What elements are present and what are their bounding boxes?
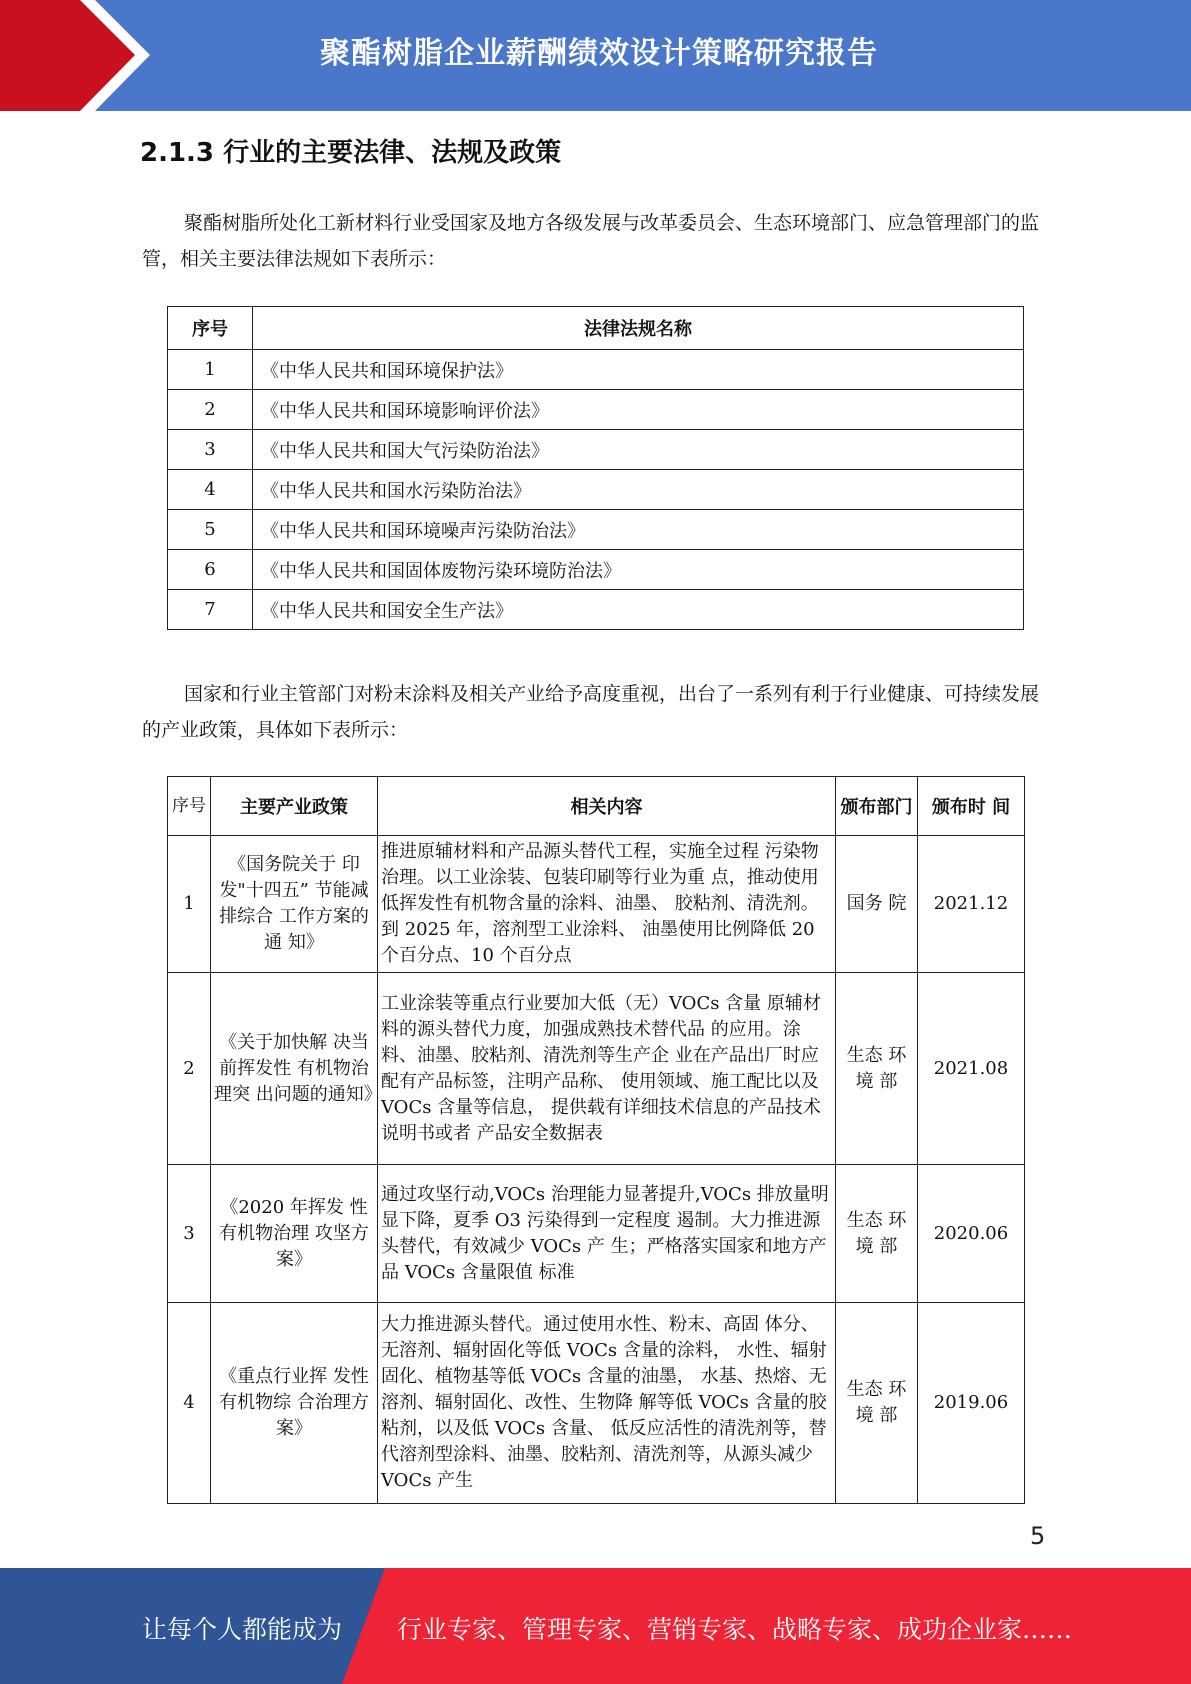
issuing-department: 生态 环境 部 bbox=[836, 1303, 918, 1504]
row-number: 2 bbox=[168, 390, 253, 430]
table-row bbox=[168, 430, 1024, 470]
table-row bbox=[168, 550, 1024, 590]
row-number: 2 bbox=[168, 973, 211, 1165]
policy-content: 工业涂装等重点行业要加大低（无）VOCs 含量 原辅材料的源头替代力度，加强成熟技术替代品 的应用。涂料、油墨、胶粘剂、清洗剂等生产企 业在产品出厂时应配有产品标签，注明产品称、 使用领域、施工配比以及 VOCs 含量等信息， 提供载有详细技术信息的产品技术说明书或者 产品安全数据表 bbox=[378, 973, 836, 1165]
table-row bbox=[168, 1165, 1025, 1303]
column-header: 主要产业政策 bbox=[211, 777, 378, 836]
row-number: 4 bbox=[168, 1303, 211, 1504]
law-name: 《中华人民共和国固体废物污染环境防治法》 bbox=[253, 550, 1024, 590]
row-number: 3 bbox=[168, 430, 253, 470]
intro-paragraph-policies: 国家和行业主管部门对粉末涂料及相关产业给予高度重视，出台了一系列有利于行业健康、可持续发展的产业政策，具体如下表所示： bbox=[142, 683, 1040, 741]
table-row bbox=[168, 590, 1024, 630]
issue-date: 2021.08 bbox=[918, 973, 1025, 1165]
table-row bbox=[168, 510, 1024, 550]
issue-date: 2020.06 bbox=[918, 1165, 1025, 1303]
table-header-row bbox=[168, 307, 1024, 350]
intro-paragraph-laws: 聚酯树脂所处化工新材料行业受国家及地方各级发展与改革委员会、生态环境部门、应急管理部门的监管，相关主要法律法规如下表所示： bbox=[142, 212, 1040, 270]
table-row bbox=[168, 1303, 1025, 1504]
law-name: 《中华人民共和国环境噪声污染防治法》 bbox=[253, 510, 1024, 550]
law-name: 《中华人民共和国水污染防治法》 bbox=[253, 470, 1024, 510]
footer-slogan-left: 让每个人都能成为 bbox=[142, 1615, 343, 1644]
column-header: 序号 bbox=[168, 307, 253, 350]
row-number: 7 bbox=[168, 590, 253, 630]
table-row bbox=[168, 350, 1024, 390]
issue-date: 2019.06 bbox=[918, 1303, 1025, 1504]
row-number: 3 bbox=[168, 1165, 211, 1303]
row-number: 4 bbox=[168, 470, 253, 510]
page-footer bbox=[0, 1568, 1191, 1684]
column-header: 颁布时 间 bbox=[918, 777, 1025, 836]
policy-name: 《重点行业挥 发性有机物综 合治理方案》 bbox=[211, 1303, 378, 1504]
table-row bbox=[168, 470, 1024, 510]
issuing-department: 生态 环境 部 bbox=[836, 973, 918, 1165]
laws-table bbox=[167, 306, 1024, 630]
page-number: 5 bbox=[1030, 1522, 1046, 1550]
law-name: 《中华人民共和国环境保护法》 bbox=[253, 350, 1024, 390]
row-number: 1 bbox=[168, 836, 211, 973]
header-arrow-decoration bbox=[0, 0, 160, 111]
row-number: 1 bbox=[168, 350, 253, 390]
policy-name: 《2020 年挥发 性有机物治理 攻坚方案》 bbox=[211, 1165, 378, 1303]
column-header: 法律法规名称 bbox=[253, 307, 1024, 350]
issue-date: 2021.12 bbox=[918, 836, 1025, 973]
table-row bbox=[168, 836, 1025, 973]
row-number: 5 bbox=[168, 510, 253, 550]
policy-table bbox=[167, 776, 1025, 1504]
row-number: 6 bbox=[168, 550, 253, 590]
header-title: 聚酯树脂企业薪酬绩效设计策略研究报告 bbox=[320, 36, 878, 71]
policy-content: 推进原辅材料和产品源头替代工程，实施全过程 污染物治理。以工业涂装、包装印刷等行业为重 点，推动使用低挥发性有机物含量的涂料、油墨、 胶粘剂、清洗剂。到 2025 年，溶剂型工业涂料、 油墨使用比例降低 20 个百分点、10 个百分点 bbox=[378, 836, 836, 973]
column-header: 颁布部门 bbox=[836, 777, 918, 836]
table-row bbox=[168, 390, 1024, 430]
policy-name: 《国务院关于 印发"十四五” 节能减排综合 工作方案的通 知》 bbox=[211, 836, 378, 973]
policy-content: 大力推进源头替代。通过使用水性、粉末、高固 体分、无溶剂、辐射固化等低 VOCs 含量的涂料， 水性、辐射固化、植物基等低 VOCs 含量的油墨， 水基、热熔、无溶剂、辐射固化、改性、生物降 解等低 VOCs 含量的胶粘剂，以及低 VOCs 含量、 低反应活性的清洗剂等，替代溶剂型涂料、油墨、胶粘剂、清洗剂等，从源头减少 VOCs 产生 bbox=[378, 1303, 836, 1504]
table-header-row bbox=[168, 777, 1025, 836]
law-name: 《中华人民共和国安全生产法》 bbox=[253, 590, 1024, 630]
law-name: 《中华人民共和国大气污染防治法》 bbox=[253, 430, 1024, 470]
footer-slogan-right: 行业专家、管理专家、营销专家、战略专家、成功企业家…… bbox=[397, 1615, 1073, 1644]
section-title: 2.1.3 行业的主要法律、法规及政策 bbox=[140, 138, 562, 168]
page-header bbox=[0, 0, 1191, 111]
table-row bbox=[168, 973, 1025, 1165]
policy-name: 《关于加快解 决当前挥发性 有机物治理突 出问题的通知》 bbox=[211, 973, 378, 1165]
law-name: 《中华人民共和国环境影响评价法》 bbox=[253, 390, 1024, 430]
issuing-department: 国务 院 bbox=[836, 836, 918, 973]
issuing-department: 生态 环境 部 bbox=[836, 1165, 918, 1303]
column-header: 序号 bbox=[168, 777, 211, 836]
column-header: 相关内容 bbox=[378, 777, 836, 836]
policy-content: 通过攻坚行动,VOCs 治理能力显著提升,VOCs 排放量明显下降，夏季 O3 污染得到一定程度 遏制。大力推进源头替代，有效减少 VOCs 产 生；严格落实国家和地方产品 VOCs 含量限值 标准 bbox=[378, 1165, 836, 1303]
